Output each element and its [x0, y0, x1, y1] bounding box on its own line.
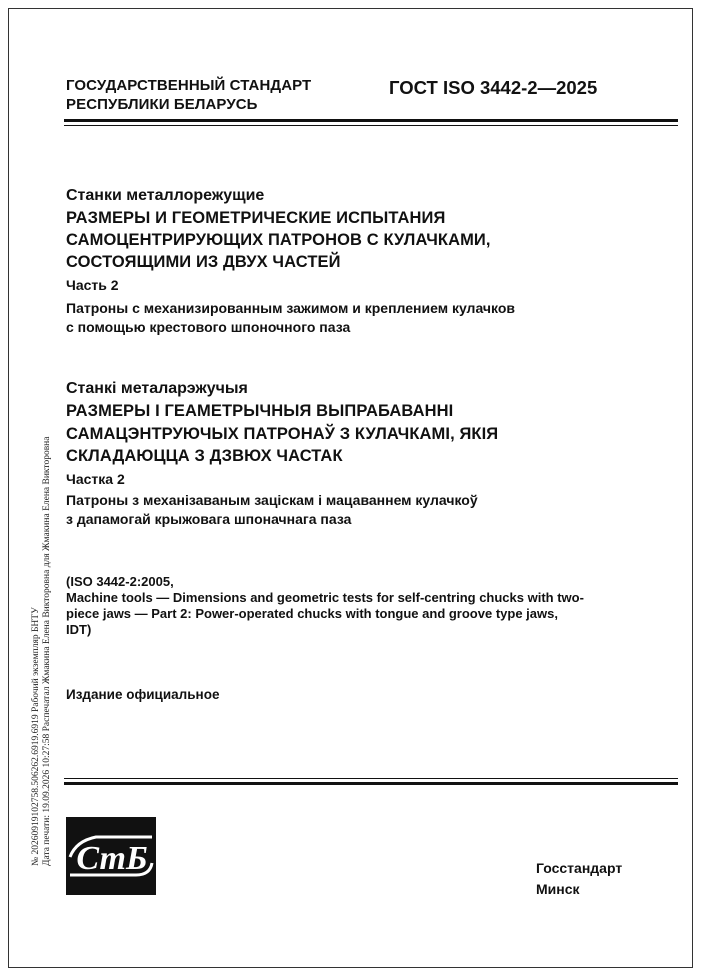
by-title-line3: СКЛАДАЮЦЦА З ДЗВЮХ ЧАСТАК	[66, 447, 343, 465]
standard-type-heading	[66, 76, 311, 114]
ru-part-number: Часть 2	[66, 277, 119, 293]
by-part-number: Частка 2	[66, 471, 125, 487]
ru-desc-line1: Патроны с механизированным зажимом и креплением кулачков	[66, 300, 515, 316]
header-rule-thin	[64, 125, 678, 126]
by-desc-line1: Патроны з механізаваным зацiскам i мацаваннем кулачкоў	[66, 492, 478, 508]
by-desc-line2: з дапамогай крыжовага шпоначнага паза	[66, 511, 352, 527]
ru-subtitle: Станки металлорежущие	[66, 187, 265, 204]
official-edition-label: Издание официальное	[66, 687, 220, 702]
standard-number: ГОСТ ISO 3442-2—2025	[389, 77, 598, 98]
side-print-stamp	[31, 437, 53, 866]
by-subtitle: Станкі металарэжучыя	[66, 380, 248, 397]
ru-title-line3: СОСТОЯЩИМИ ИЗ ДВУХ ЧАСТЕЙ	[66, 253, 341, 271]
side-stamp-line2: Дата печати: 19.09.2026 10:27:58 Распечатал Жмакина Елена Викторовна для Жмакина Елена Викторовна	[42, 436, 52, 866]
standard-type-line2: РЕСПУБЛИКИ БЕЛАРУСЬ	[66, 96, 258, 113]
iso-line1: (ISO 3442-2:2005,	[66, 574, 174, 589]
footer-rule-thin	[64, 778, 678, 779]
stb-logo-icon	[66, 817, 156, 895]
stb-logo-svg	[66, 817, 156, 895]
ru-title-line1: РАЗМЕРЫ И ГЕОМЕТРИЧЕСКИЕ ИСПЫТАНИЯ	[66, 209, 446, 227]
logo-text: СтБ	[76, 840, 148, 877]
header-rule-thick	[64, 119, 678, 122]
ru-title-line2: САМОЦЕНТРИРУЮЩИХ ПАТРОНОВ С КУЛАЧКАМИ,	[66, 231, 491, 249]
iso-line4: IDT)	[66, 622, 92, 637]
standard-type-line1: ГОСУДАРСТВЕННЫЙ СТАНДАРТ	[66, 77, 312, 94]
iso-line3: piece jaws — Part 2: Power-operated chucks with tongue and groove type jaws,	[66, 606, 558, 621]
side-stamp-line1: № 20260919102758.506262.6919.6919 Рабочий экземпляр БНТУ	[31, 607, 41, 866]
publisher-city: Минск	[536, 881, 580, 897]
iso-reference	[66, 574, 626, 638]
by-title-line1: РАЗМЕРЫ І ГЕАМЕТРЫЧНЫЯ ВЫПРАБАВАННІ	[66, 402, 454, 420]
footer-rule-thick	[64, 782, 678, 785]
publisher-name: Госстандарт	[536, 860, 623, 876]
by-title-line2: САМАЦЭНТРУЮЧЫХ ПАТРОНАЎ З КУЛАЧКАМІ, ЯКІЯ	[66, 425, 499, 443]
iso-line2: Machine tools — Dimensions and geometric tests for self-centring chucks with two-	[66, 590, 584, 605]
ru-desc-line2: с помощью крестового шпоночного паза	[66, 319, 351, 335]
